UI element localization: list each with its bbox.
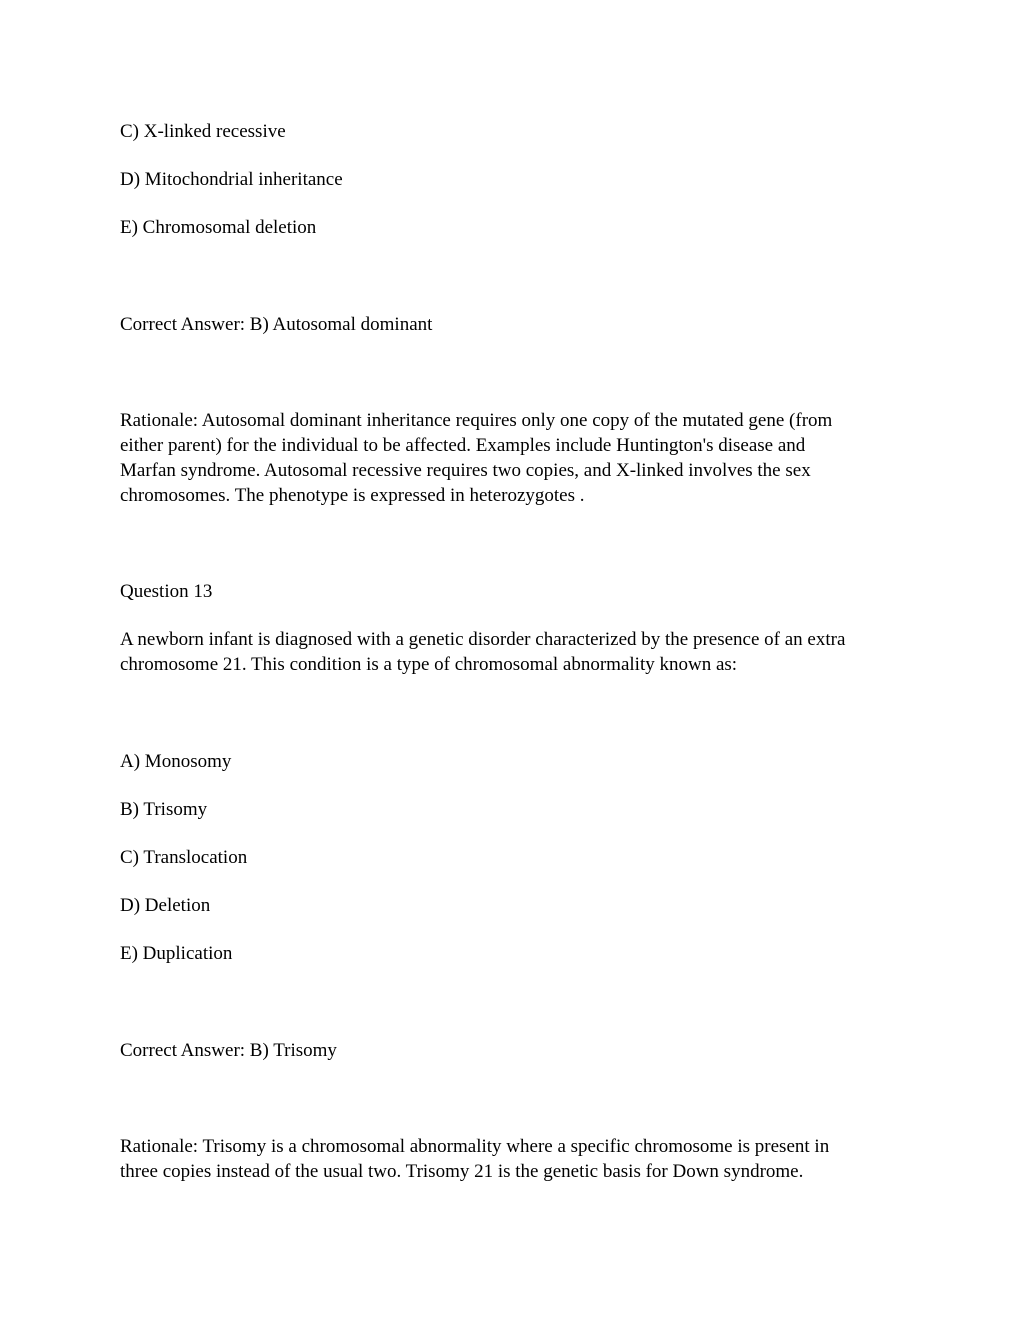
prev-rationale-line-1: Rationale: Autosomal dominant inheritance requires only one copy of the mutated gene (from [120,410,833,431]
q13-option-c: C) Translocation [120,847,248,868]
q13-correct-answer: Correct Answer: B) Trisomy [120,1040,337,1061]
q13-rationale-line-1: Rationale: Trisomy is a chromosomal abnormality where a specific chromosome is present in [120,1136,830,1157]
q13-option-d: D) Deletion [120,895,211,916]
q13-option-e: E) Duplication [120,943,233,964]
question-13-heading: Question 13 [120,581,213,602]
prev-correct-answer: Correct Answer: B) Autosomal dominant [120,314,433,335]
q13-option-b: B) Trisomy [120,799,208,820]
question-13-stem-line-1: A newborn infant is diagnosed with a genetic disorder characterized by the presence of an extra [120,629,846,650]
option-c-x-linked-recessive: C) X-linked recessive [120,121,286,142]
prev-rationale-line-3: Marfan syndrome. Autosomal recessive requires two copies, and X-linked involves the sex [120,460,811,481]
prev-rationale-line-4: chromosomes. The phenotype is expressed in heterozygotes . [120,485,585,506]
q13-option-a: A) Monosomy [120,751,232,772]
option-d-mitochondrial-inheritance: D) Mitochondrial inheritance [120,169,343,190]
option-e-chromosomal-deletion: E) Chromosomal deletion [120,217,317,238]
q13-rationale-line-2: three copies instead of the usual two. Trisomy 21 is the genetic basis for Down syndrome. [120,1161,804,1182]
question-13-stem-line-2: chromosome 21. This condition is a type of chromosomal abnormality known as: [120,654,738,675]
prev-rationale-line-2: either parent) for the individual to be affected. Examples include Huntington's disease and [120,435,806,456]
